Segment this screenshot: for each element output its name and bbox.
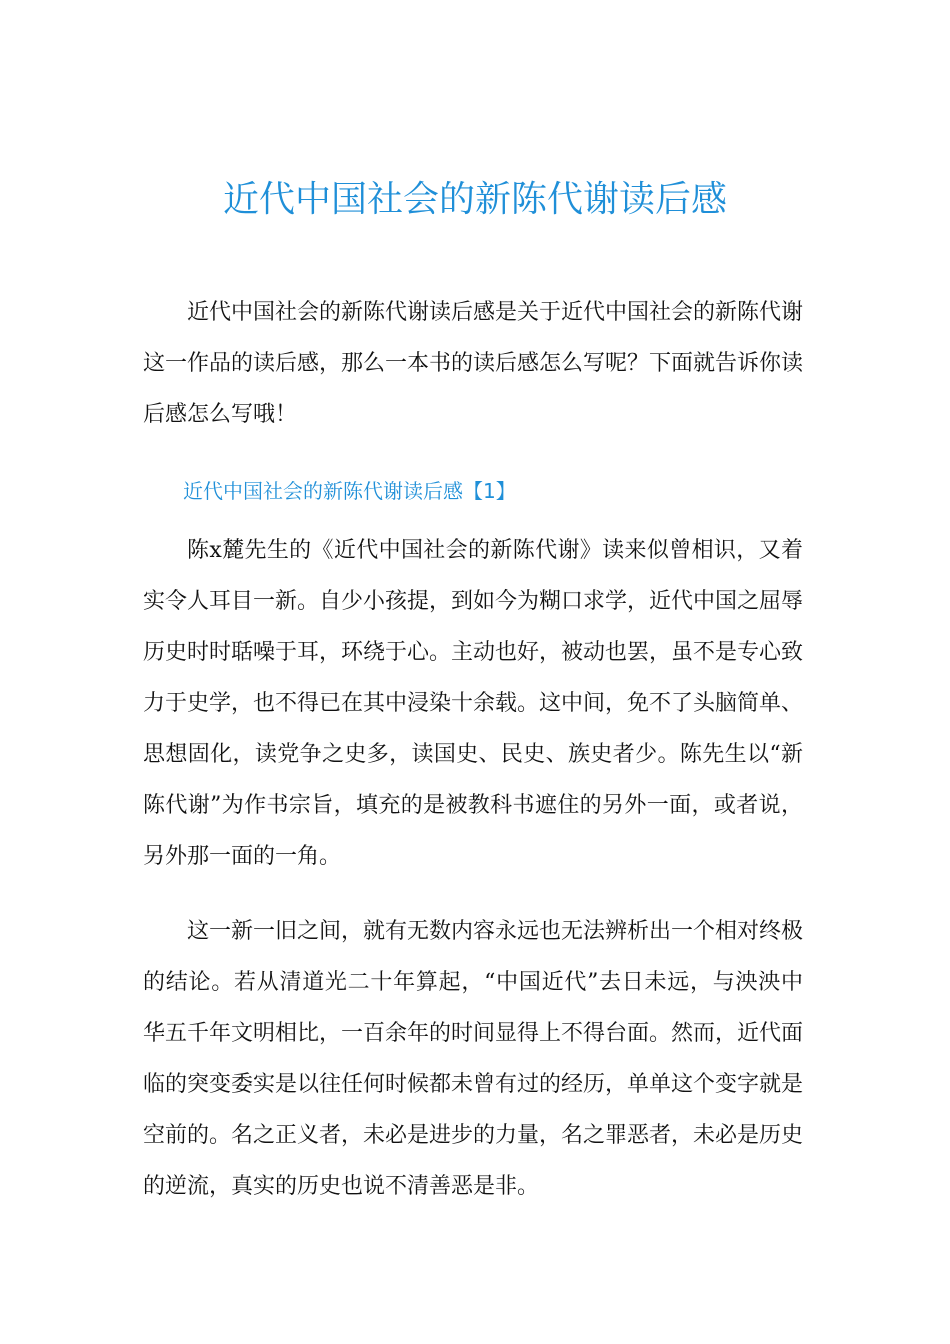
body-paragraph-2: 这一新一旧之间，就有无数内容永远也无法辨析出一个相对终极的结论。若从清道光二十年算起，“中国近代”去日未远，与泱泱中华五千年文明相比，一百余年的时间显得上不得台面。然而，近代面临的突变委实是以往任何时候都未曾有过的经历，单单这个变字就是空前的。名之正义者，未必是进步的力量，名之罪恶者，未必是历史的逆流，真实的历史也说不清善恶是非。 bbox=[143, 919, 804, 1199]
intro-paragraph: 近代中国社会的新陈代谢读后感是关于近代中国社会的新陈代谢这一作品的读后感，那么一本书的读后感怎么写呢？下面就告诉你读后感怎么写哦！ bbox=[143, 300, 804, 427]
document-body bbox=[143, 287, 803, 1212]
body-paragraph-1: 陈x麓先生的《近代中国社会的新陈代谢》读来似曾相识，又着实令人耳目一新。自少小孩提，到如今为糊口求学，近代中国之屈辱历史时时聒噪于耳，环绕于心。主动也好，被动也罢，虽不是专心致力于史学，也不得已在其中浸染十余载。这中间，免不了头脑简单、思想固化，读党争之史多，读国史、民史、族史者少。陈先生以“新陈代谢”为作书宗旨，填充的是被教科书遮住的另外一面，或者说，另外那一面的一角。 bbox=[143, 538, 804, 869]
section-heading: 近代中国社会的新陈代谢读后感【1】 bbox=[183, 479, 516, 503]
document-title: 近代中国社会的新陈代谢读后感 bbox=[222, 179, 727, 220]
